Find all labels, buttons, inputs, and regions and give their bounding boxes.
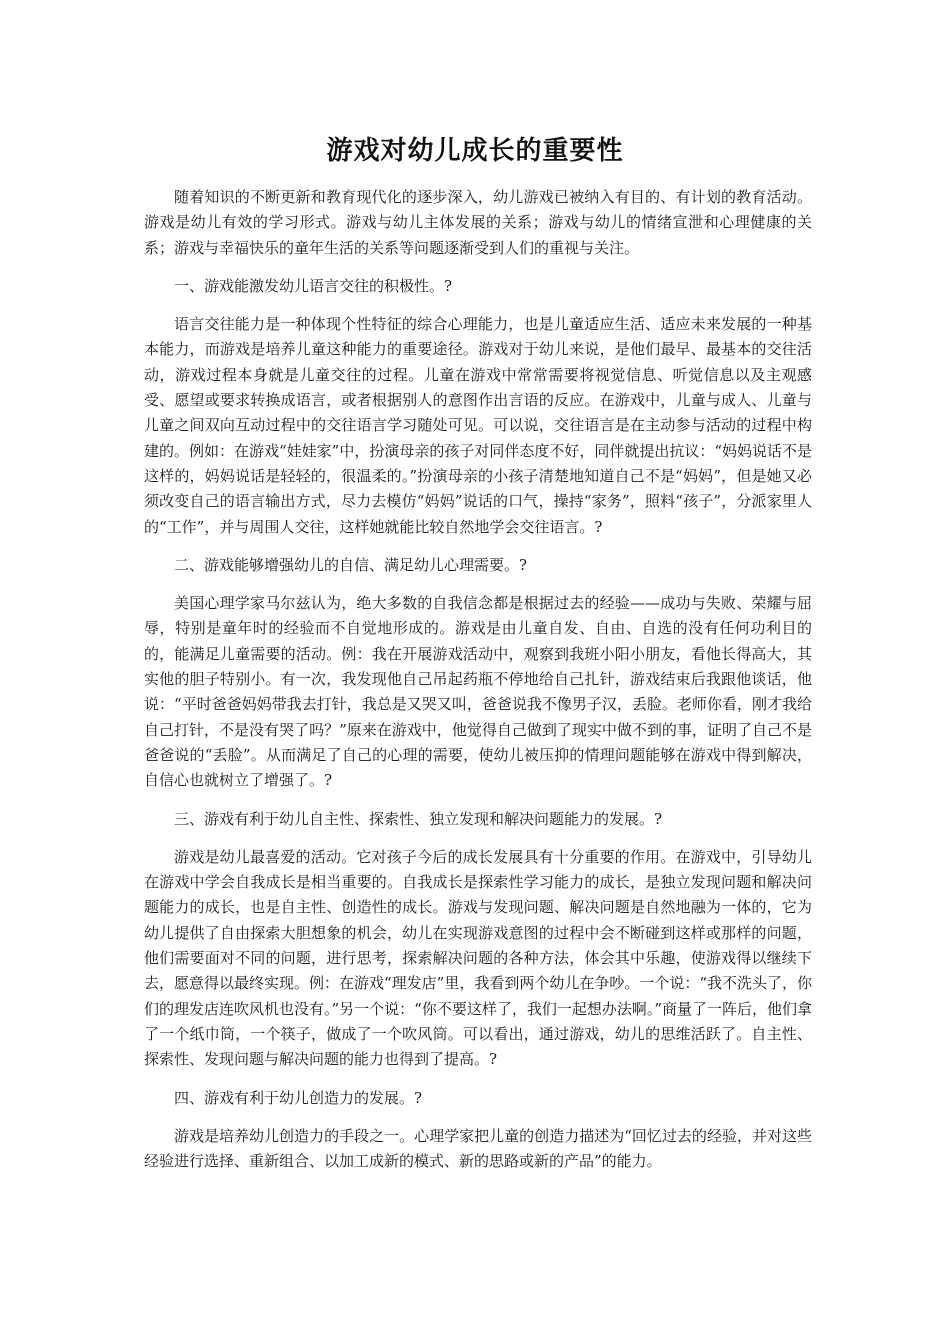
paragraph-section-4: 游戏是培养幼儿创造力的手段之一。心理学家把儿童的创造力描述为“回忆过去的经验，并对这些经验进行选择、重新组合、以加工成新的模式、新的思路或新的产品”的能力。 <box>144 1126 812 1171</box>
section-heading-1: 一、游戏能激发幼儿语言交往的积极性。? <box>174 276 453 295</box>
page-title: 游戏对幼儿成长的重要性 <box>326 136 624 166</box>
paragraph-section-3: 游戏是幼儿最喜爱的活动。它对孩子今后的成长发展具有十分重要的作用。在游戏中，引导幼儿在游戏中学会自我成长是相当重要的。自我成长是探索性学习能力的成长，是独立发现问题和解决问题能力的成长，也是自主性、创造性的成长。游戏与发现问题、解决问题是自然地融为一体的，它为幼儿提供了自由探索大胆想象的机会，幼儿在实现游戏意图的过程中会不断碰到这样或那样的问题，他们需要面对不同的问题，进行思考，探索解决问题的各种方法，体会其中乐趣，使游戏得以继续下去，愿意得以最终实现。例：在游戏“理发店”里，我看到两个幼儿在争吵。一个说：“我不洗头了，你们的理发店连吹风机也没有。”另一个说：“你不要这样了，我们一起想办法啊。”商量了一阵后，他们拿了一个纸巾筒，一个筷子，做成了一个吹风筒。可以看出，通过游戏，幼儿的思维活跃了。自主性、探索性、发现问题与解决问题的能力也得到了提高。? <box>144 847 813 1069</box>
document-body <box>144 185 812 1187</box>
paragraph-section-2: 美国心理学家马尔兹认为，绝大多数的自我信念都是根据过去的经验——成功与失败、荣耀与屈辱，特别是童年时的经验而不自觉地形成的。游戏是由儿童自发、自由、自选的没有任何功利目的的，能满足儿童需要的活动。例：我在开展游戏活动中，观察到我班小阳小朋友，看他长得高大，其实他的胆子特别小。有一次，我发现他自己吊起药瓶不停地给自己扎针，游戏结束后我跟他谈话，他说：“平时爸爸妈妈带我去打针，我总是又哭又叫，爸爸说我不像男子汉，丢脸。老师你看，刚才我给自己打针，不是没有哭了吗？”原来在游戏中，他觉得自己做到了现实中做不到的事，证明了自己不是爸爸说的“丢脸”。从而满足了自己的心理的需要，使幼儿被压抑的情理问题能够在游戏中得到解决，自信心也就树立了增强了。? <box>144 594 812 790</box>
paragraph-section-1: 语言交往能力是一种体现个性特征的综合心理能力，也是儿童适应生活、适应未来发展的一种基本能力，而游戏是培养儿童这种能力的重要途径。游戏对于幼儿来说，是他们最早、最基本的交往活动，游戏过程本身就是儿童交往的过程。儿童在游戏中常常需要将视觉信息、听觉信息以及主观感受、愿望或要求转换成语言，或者根据别人的意图作出言语的反应。在游戏中，儿童与成人、儿童与儿童之间双向互动过程中的交往语言学习随处可见。可以说，交往语言是在主动参与活动的过程中构建的。例如：在游戏“娃娃家”中，扮演母亲的孩子对同伴态度不好，同伴就提出抗议：“妈妈说话不是这样的，妈妈说话是轻轻的，很温柔的。”扮演母亲的小孩子清楚地知道自己不是“妈妈”，但是她又必须改变自己的语言输出方式，尽力去模仿“妈妈”说话的口气，操持“家务”，照料“孩子”，分派家里人的“工作”，并与周围人交往，这样她就能比较自然地学会交往语言。? <box>144 315 813 536</box>
section-heading-2: 二、游戏能够增强幼儿的自信、满足幼儿心理需要。? <box>174 555 528 574</box>
section-heading-4: 四、游戏有利于幼儿创造力的发展。? <box>174 1088 423 1107</box>
section-heading-3: 三、游戏有利于幼儿自主性、探索性、独立发现和解决问题能力的发展。? <box>174 809 663 828</box>
paragraph-intro: 随着知识的不断更新和教育现代化的逐步深入，幼儿游戏已被纳入有目的、有计划的教育活动。游戏是幼儿有效的学习形式。游戏与幼儿主体发展的关系；游戏与幼儿的情绪宣泄和心理健康的关系；游戏与幸福快乐的童年生活的关系等问题逐渐受到人们的重视与关注。 <box>144 188 812 257</box>
